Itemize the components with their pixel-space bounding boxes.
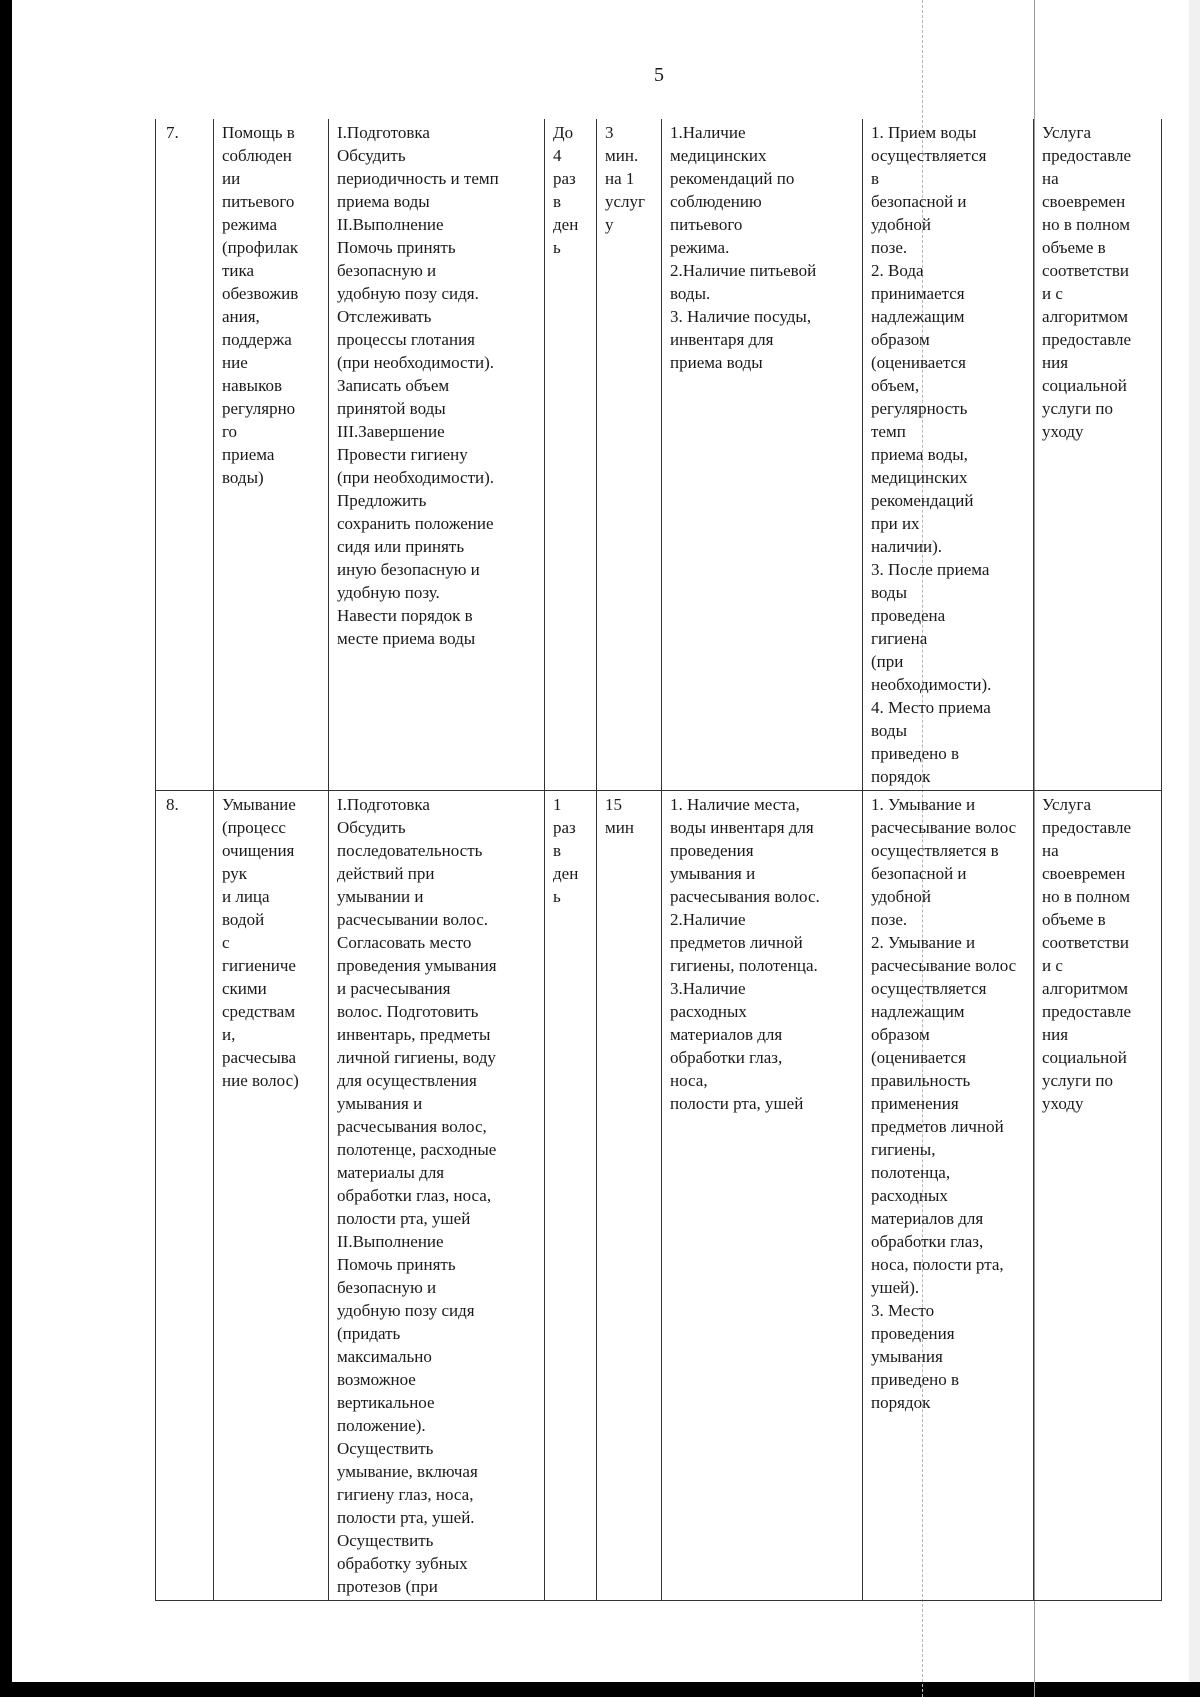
service-quality-criteria: 1. Прием воды осуществляется в безопасной и удобной позе. 2. Вода принимается надлежащим образом (оценивается объем, регулярность темп приема воды, медицинских рекомендаций при их наличии). 3. После приема воды проведена гигиена (при необходимости). 4. Место приема воды приведено в порядок [863, 119, 1034, 791]
service-quality-criteria: 1. Умывание и расчесывание волос осуществляется в безопасной и удобной позе. 2. Умывание и расчесывание волос осуществляется надлежащим образом (оценивается правильность применения предметов личной гигиены, полотенца, расходных материалов для обработки глаз, носа, полости рта, ушей). 3. Место проведения умывания приведено в порядок [863, 791, 1034, 1601]
service-duration: 3 мин. на 1 услуг у [597, 119, 662, 791]
service-conditions: 1.Наличие медицинских рекомендаций по соблюдению питьевого режима. 2.Наличие питьевой воды. 3. Наличие посуды, инвентаря для приема воды [662, 119, 863, 791]
service-duration: 15 мин [597, 791, 662, 1601]
row-number: 8. [156, 791, 214, 1601]
service-name: Умывание (процесс очищения рук и лица водой с гигиениче скими средствам и, расчесыва ние волос) [214, 791, 329, 1601]
service-frequency: До 4 раз в ден ь [545, 119, 597, 791]
service-result: Услуга предоставле на своевремен но в полном объеме в соответстви и с алгоритмом предоставле ния социальной услуги по уходу [1034, 119, 1162, 791]
scan-border-bottom [0, 1682, 1200, 1697]
scan-border-right [1189, 0, 1200, 1697]
table-row [156, 119, 1162, 791]
row-number: 7. [156, 119, 214, 791]
service-result: Услуга предоставле на своевремен но в полном объеме в соответстви и с алгоритмом предоставле ния социальной услуги по уходу [1034, 791, 1162, 1601]
service-conditions: 1. Наличие места, воды инвентаря для проведения умывания и расчесывания волос. 2.Наличие предметов личной гигиены, полотенца. 3.Наличие расходных материалов для обработки глаз, носа, полости рта, ушей [662, 791, 863, 1601]
services-table [155, 119, 1162, 1601]
service-frequency: 1 раз в ден ь [545, 791, 597, 1601]
service-name: Помощь в соблюден ии питьевого режима (профилак тика обезвожив ания, поддержа ние навыков регулярно го приема воды) [214, 119, 329, 791]
scan-border-left [0, 0, 12, 1697]
service-procedure: I.Подготовка Обсудить периодичность и темп приема воды II.Выполнение Помочь принять безопасную и удобную позу сидя. Отслеживать процессы глотания (при необходимости). Записать объем принятой воды III.Завершение Провести гигиену (при необходимости). Предложить сохранить положение сидя или принять иную безопасную и удобную позу. Навести порядок в месте приема воды [329, 119, 545, 791]
page-number: 5 [654, 64, 664, 86]
service-procedure: I.Подготовка Обсудить последовательность действий при умывании и расчесывании волос. Согласовать место проведения умывания и расчесывания волос. Подготовить инвентарь, предметы личной гигиены, воду для осуществления умывания и расчесывания волос, полотенце, расходные материалы для обработки глаз, носа, полости рта, ушей II.Выполнение Помочь принять безопасную и удобную позу сидя (придать максимально возможное вертикальное положение). Осуществить умывание, включая гигиену глаз, носа, полости рта, ушей. Осуществить обработку зубных протезов (при [329, 791, 545, 1601]
table-row [156, 791, 1162, 1601]
